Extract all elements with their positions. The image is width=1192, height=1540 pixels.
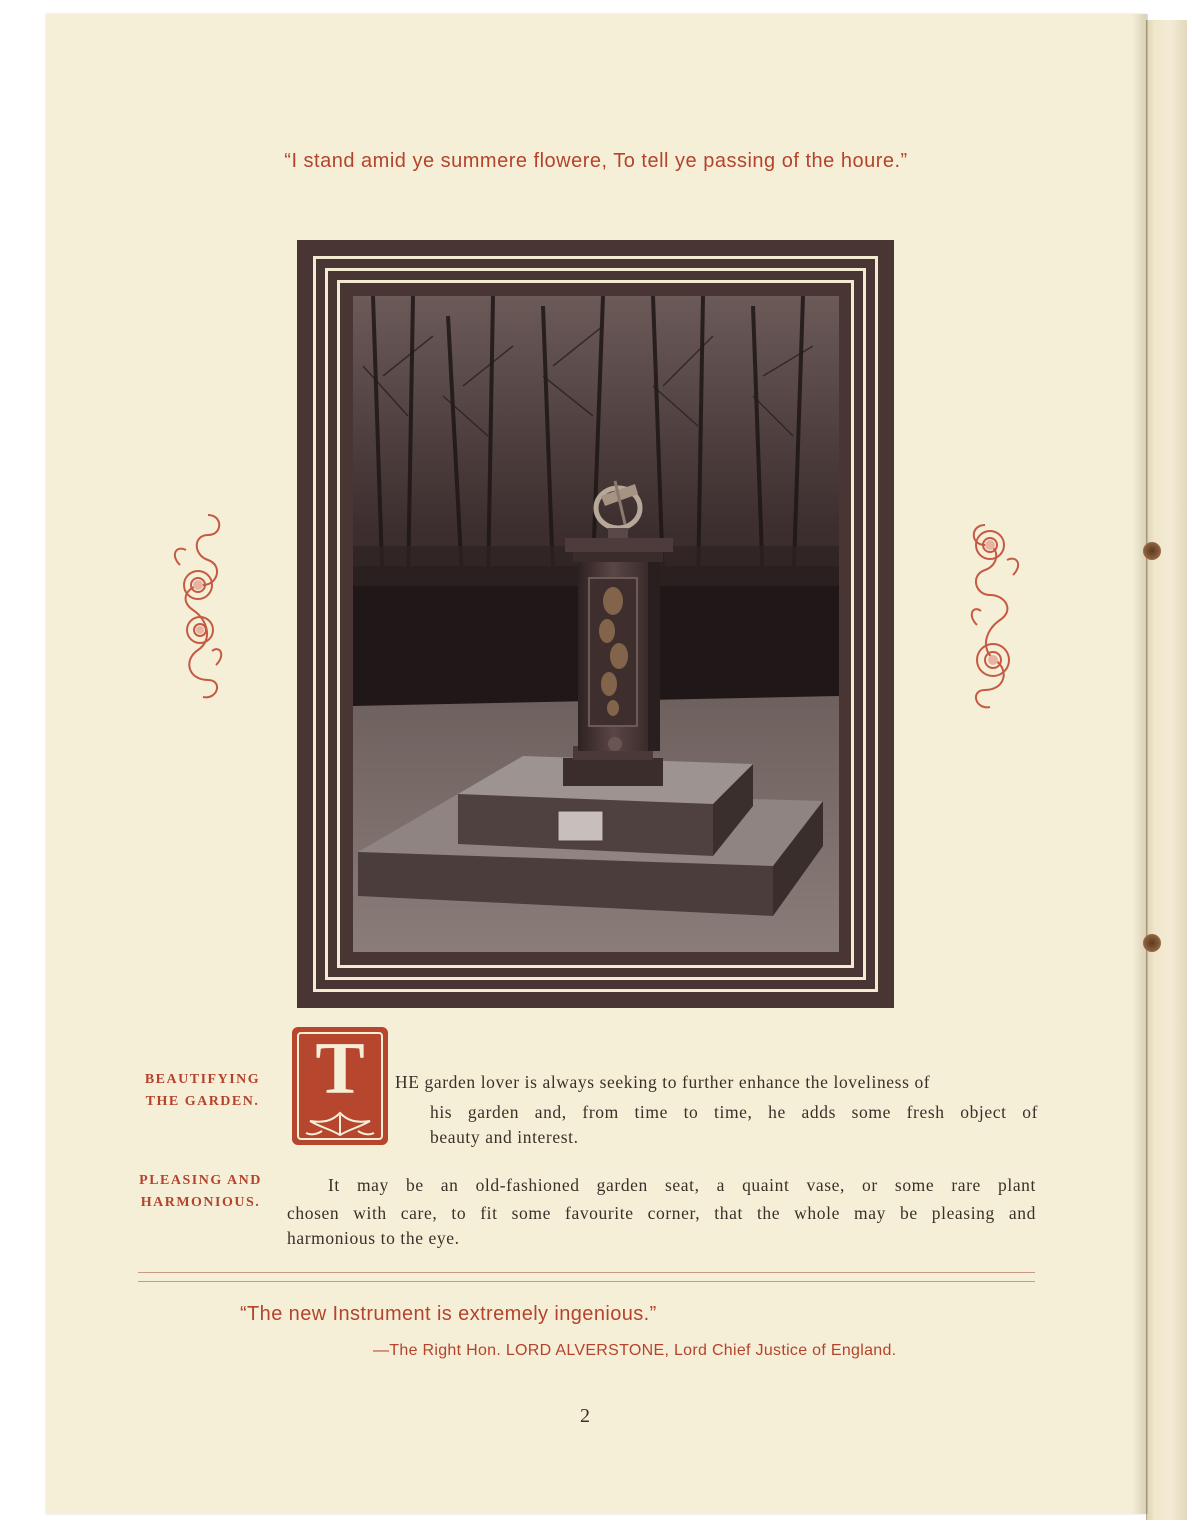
- scroll-ornament-right-icon: [965, 515, 1025, 715]
- paragraph-line: harmonious to the eye.: [287, 1228, 460, 1248]
- testimonial-quote: “The new Instrument is extremely ingenious.”: [240, 1303, 657, 1325]
- sundial-pedestal-image: [353, 296, 839, 952]
- sidenote-beautifying: [130, 1069, 275, 1113]
- leaf-ornament-icon: [302, 1109, 378, 1139]
- sundial-photograph: [353, 296, 839, 952]
- epigraph-quote: “I stand amid ye summere flowere, To tell ye passing of the houre.”: [284, 150, 908, 172]
- drop-cap: [292, 1027, 388, 1145]
- paragraph-line: his garden and, from time to time, he adds some fresh object of: [430, 1102, 1038, 1122]
- paragraph-line: It may be an old-fashioned garden seat, a quaint vase, or some rare plant: [328, 1175, 1036, 1195]
- page-gutter: [1132, 14, 1148, 1514]
- binding-staple-bottom: [1143, 934, 1161, 952]
- drop-cap-letter: T: [315, 1028, 365, 1110]
- sidenote-line: BEAUTIFYING: [144, 1072, 261, 1087]
- sidenote-line: THE GARDEN.: [145, 1094, 260, 1109]
- scroll-ornament-left-icon: [168, 505, 228, 705]
- binding-staple-top: [1143, 542, 1161, 560]
- adjacent-page-edge: [1146, 20, 1187, 1520]
- divider-rule: [138, 1281, 1035, 1282]
- page-number: 2: [580, 1405, 590, 1427]
- paragraph-line: chosen with care, to fit some favourite corner, that the whole may be pleasing and: [287, 1203, 1036, 1223]
- divider-rule: [138, 1272, 1035, 1273]
- sidenote-line: PLEASING AND: [139, 1173, 262, 1188]
- sidenote-pleasing: [128, 1170, 273, 1214]
- paragraph-line: beauty and interest.: [430, 1127, 579, 1147]
- testimonial-attribution: —The Right Hon. LORD ALVERSTONE, Lord Chief Justice of England.: [373, 1342, 897, 1359]
- paragraph-line: HE garden lover is always seeking to further enhance the loveliness of: [395, 1072, 931, 1092]
- sidenote-line: HARMONIOUS.: [140, 1195, 261, 1210]
